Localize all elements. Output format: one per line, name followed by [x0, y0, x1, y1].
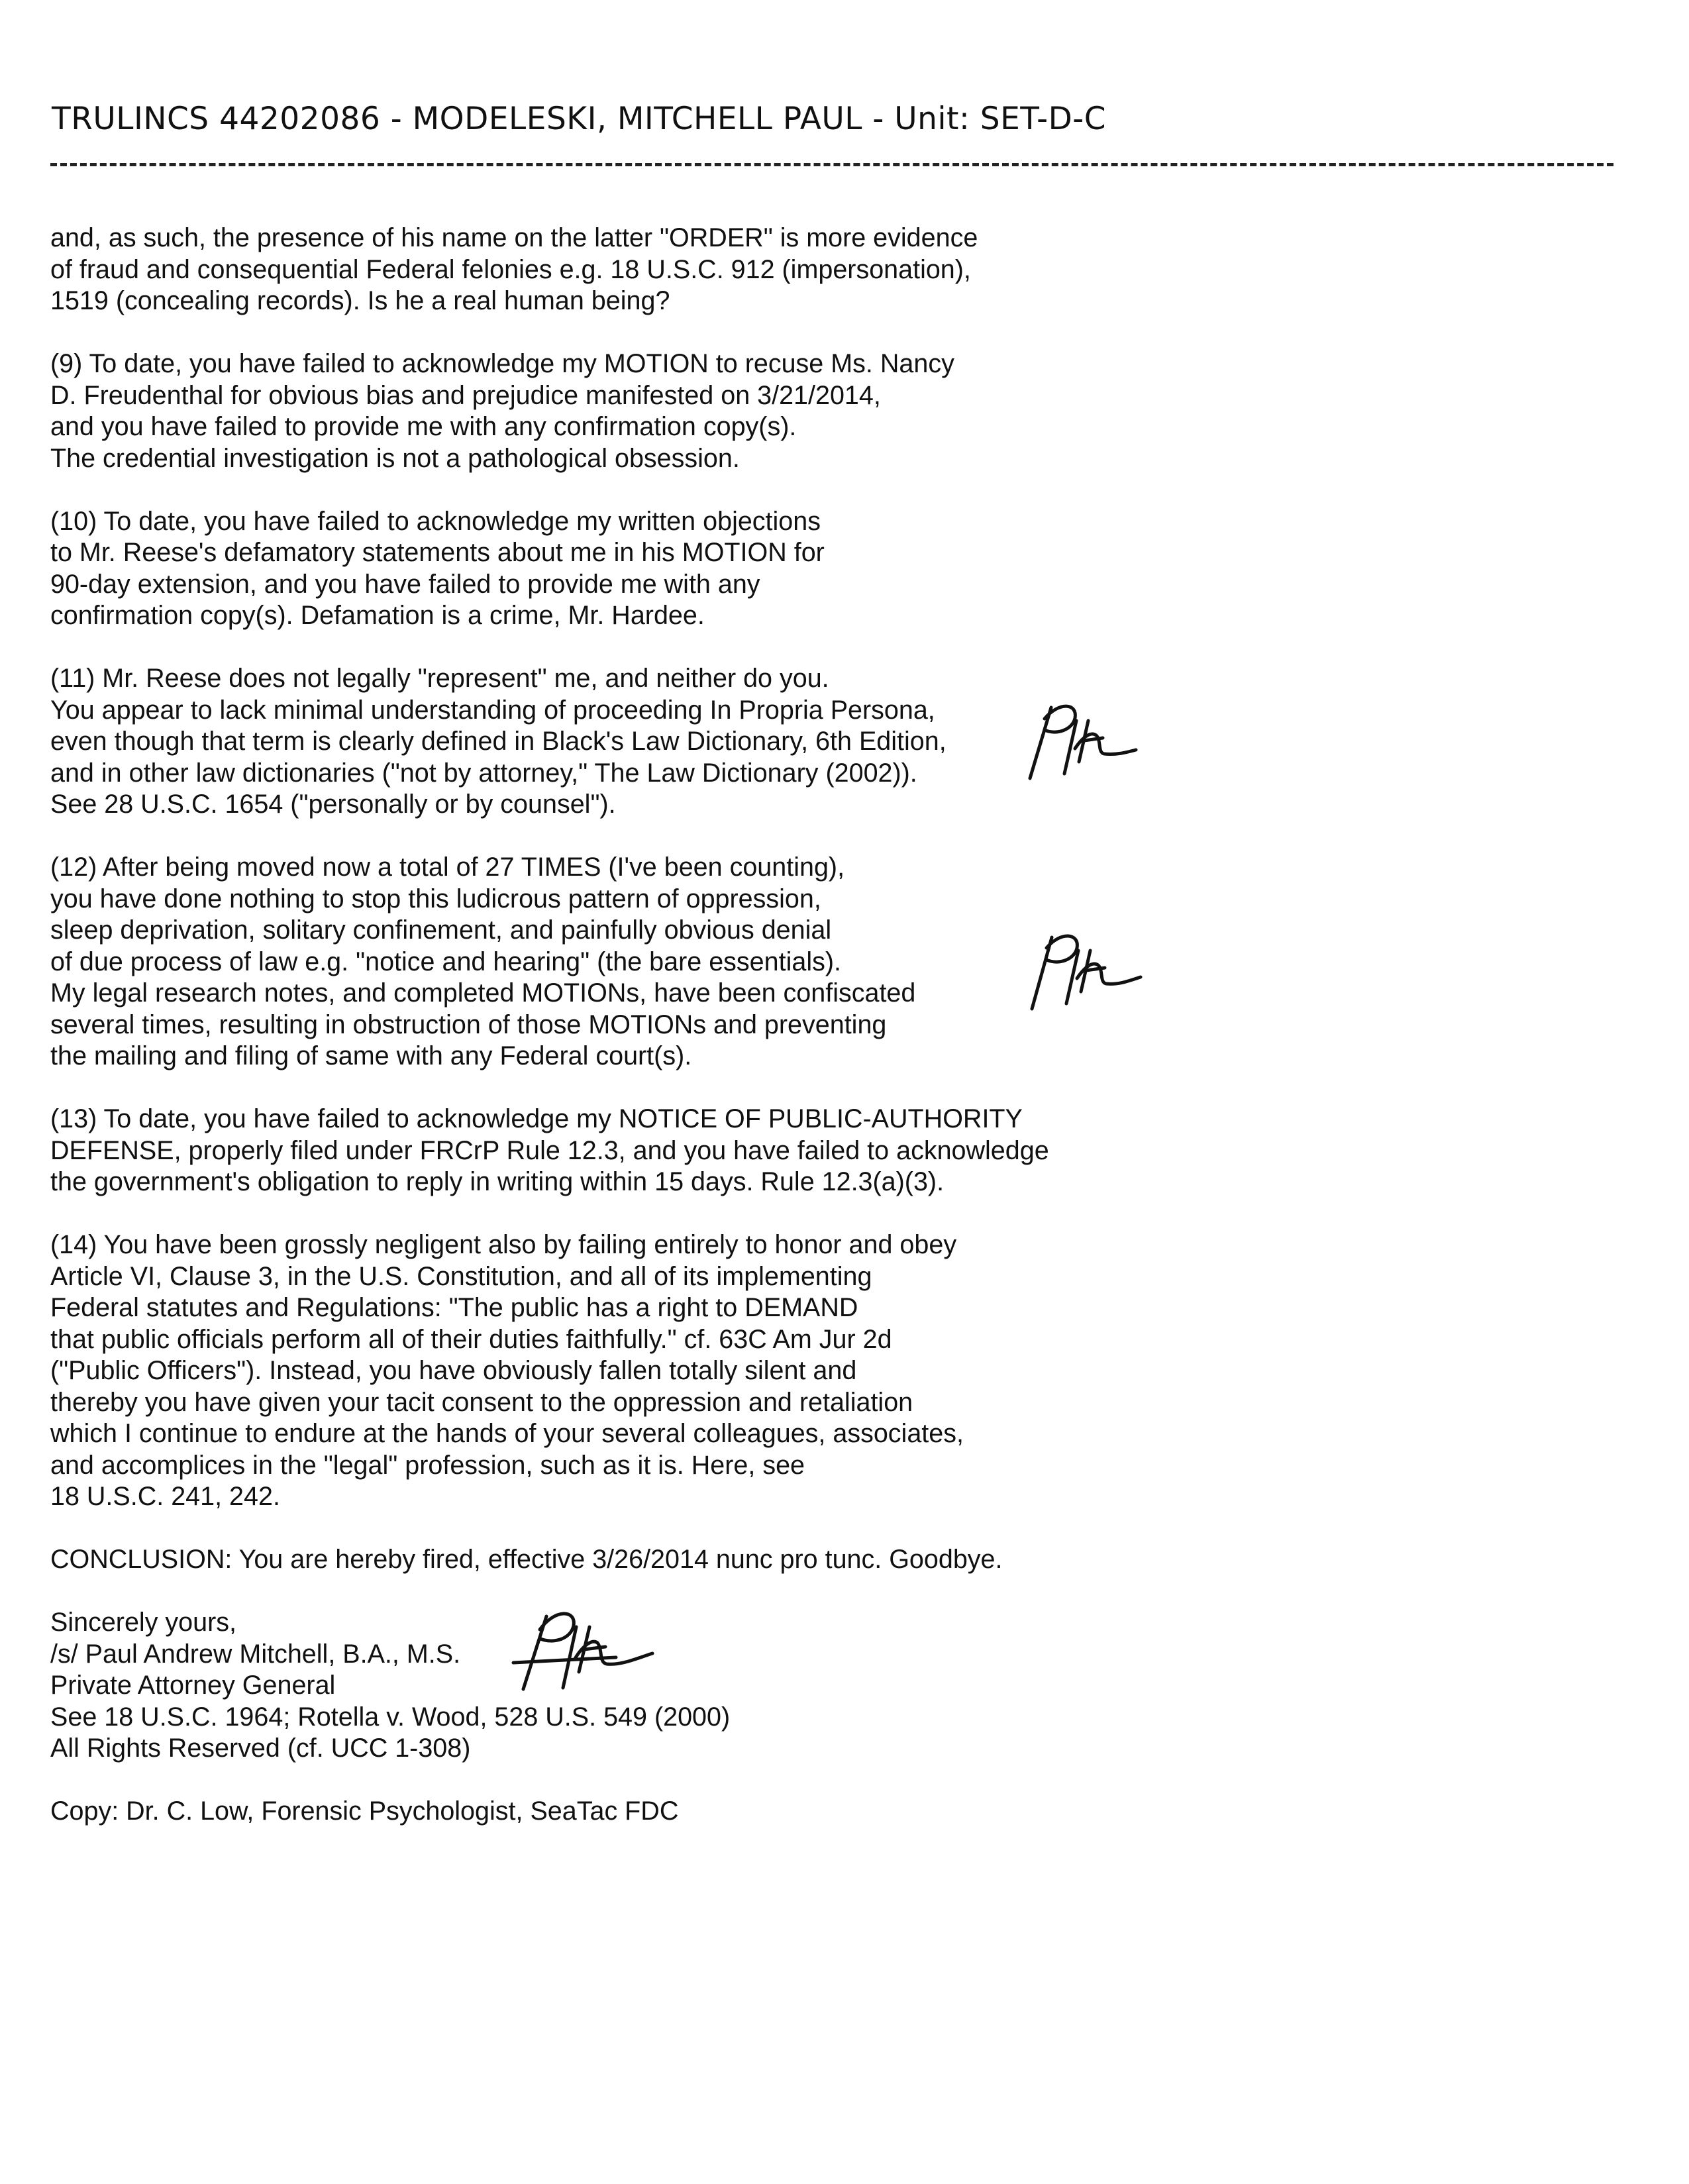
text-line: the government's obligation to reply in writing within 15 days. Rule 12.3(a)(3).: [50, 1167, 945, 1196]
text-line: You appear to lack minimal understanding of proceeding In Propria Persona,: [50, 695, 935, 725]
text-line: ("Public Officers"). Instead, you have obviously fallen totally silent and: [50, 1356, 857, 1385]
handwritten-initials-2: [1013, 917, 1146, 1017]
rights-reserved: All Rights Reserved (cf. UCC 1-308): [50, 1734, 471, 1763]
text-line: My legal research notes, and completed MOTIONs, have been confiscated: [50, 978, 916, 1008]
text-line: 1519 (concealing records). Is he a real human being?: [50, 286, 670, 315]
signer-title: Private Attorney General: [50, 1671, 336, 1700]
paragraph-14: [50, 1229, 1216, 1513]
paragraph-10: [50, 506, 1216, 632]
text-line: (11) Mr. Reese does not legally "represent" me, and neither do you.: [50, 664, 829, 693]
text-line: of fraud and consequential Federal felonies e.g. 18 U.S.C. 912 (impersonation),: [50, 254, 971, 284]
text-line: (9) To date, you have failed to acknowledge my MOTION to recuse Ms. Nancy: [50, 349, 954, 378]
text-line: See 28 U.S.C. 1654 ("personally or by counsel").: [50, 790, 616, 819]
text-line: and you have failed to provide me with any confirmation copy(s).: [50, 412, 797, 441]
text-line: 18 U.S.C. 241, 242.: [50, 1482, 280, 1511]
handwritten-initials-signature: [510, 1590, 662, 1696]
text-line: and, as such, the presence of his name on the latter "ORDER" is more evidence: [50, 223, 978, 252]
text-line: to Mr. Reese's defamatory statements about me in his MOTION for: [50, 538, 825, 567]
text-line: (10) To date, you have failed to acknowledge my written objections: [50, 506, 821, 536]
signer-citation: See 18 U.S.C. 1964; Rotella v. Wood, 528 U.S. 549 (2000): [50, 1702, 731, 1732]
text-line: Article VI, Clause 3, in the U.S. Constitution, and all of its implementing: [50, 1261, 872, 1291]
text-line: sleep deprivation, solitary confinement, and painfully obvious denial: [50, 915, 832, 945]
text-line: The credential investigation is not a pathological obsession.: [50, 443, 740, 473]
paragraph-13: [50, 1104, 1216, 1198]
paragraph-9: [50, 348, 1216, 474]
text-line: (12) After being moved now a total of 27 TIMES (I've been counting),: [50, 853, 845, 882]
paragraph-continuation: [50, 223, 1216, 317]
text-line: (13) To date, you have failed to acknowledge my NOTICE OF PUBLIC-AUTHORITY: [50, 1104, 1023, 1133]
handwritten-initials-1: [1010, 689, 1143, 788]
text-line: CONCLUSION: You are hereby fired, effective 3/26/2014 nunc pro tunc. Goodbye.: [50, 1545, 1003, 1574]
text-line: 90-day extension, and you have failed to provide me with any: [50, 569, 760, 599]
initials-signature-icon: [1010, 689, 1143, 788]
closing-line: Sincerely yours,: [50, 1608, 236, 1637]
text-line: Copy: Dr. C. Low, Forensic Psychologist, SeaTac FDC: [50, 1796, 679, 1826]
initials-signature-icon: [1013, 917, 1146, 1017]
text-line: of due process of law e.g. "notice and hearing" (the bare essentials).: [50, 947, 841, 976]
text-line: the mailing and filing of same with any Federal court(s).: [50, 1041, 692, 1070]
text-line: which I continue to endure at the hands of your several colleagues, associates,: [50, 1419, 964, 1448]
header-divider: [50, 163, 1613, 166]
text-line: several times, resulting in obstruction of those MOTIONs and preventing: [50, 1010, 887, 1039]
signer-name: /s/ Paul Andrew Mitchell, B.A., M.S.: [50, 1639, 461, 1669]
trulincs-header: TRULINCS 44202086 - MODELESKI, MITCHELL PAUL - Unit: SET-D-C: [52, 101, 1107, 137]
text-line: and in other law dictionaries ("not by attorney," The Law Dictionary (2002)).: [50, 758, 917, 788]
text-line: that public officials perform all of their duties faithfully." cf. 63C Am Jur 2d: [50, 1324, 892, 1354]
text-line: DEFENSE, properly filed under FRCrP Rule 12.3, and you have failed to acknowledge: [50, 1135, 1049, 1165]
text-line: confirmation copy(s). Defamation is a crime, Mr. Hardee.: [50, 601, 705, 630]
text-line: Federal statutes and Regulations: "The public has a right to DEMAND: [50, 1293, 858, 1322]
text-line: even though that term is clearly defined in Black's Law Dictionary, 6th Edition,: [50, 727, 947, 756]
text-line: you have done nothing to stop this ludicrous pattern of oppression,: [50, 884, 821, 913]
text-line: thereby you have given your tacit consent to the oppression and retaliation: [50, 1387, 913, 1417]
paragraph-conclusion: [50, 1544, 1216, 1576]
text-line: (14) You have been grossly negligent also by failing entirely to honor and obey: [50, 1230, 957, 1259]
text-line: and accomplices in the "legal" profession, such as it is. Here, see: [50, 1450, 805, 1480]
initials-signature-icon: [510, 1590, 662, 1696]
copy-line: [50, 1796, 1216, 1828]
text-line: D. Freudenthal for obvious bias and prejudice manifested on 3/21/2014,: [50, 380, 881, 410]
